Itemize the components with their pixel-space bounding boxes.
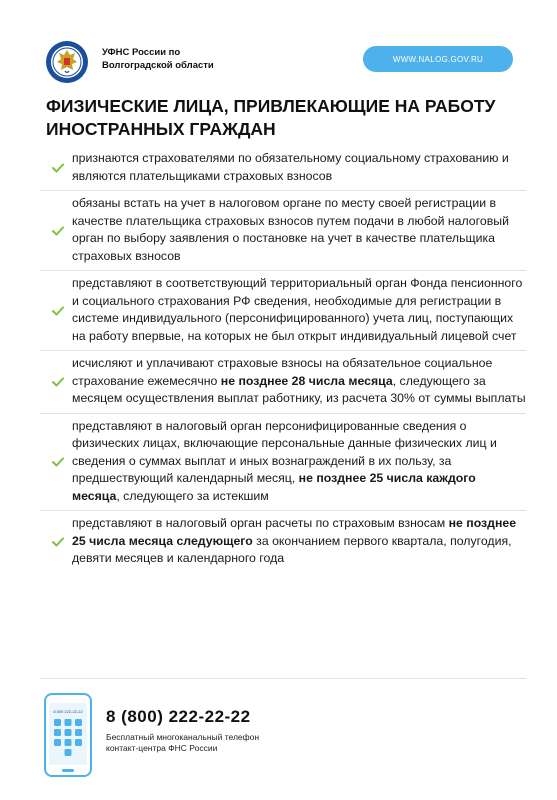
org-name-line1: УФНС России по (102, 47, 181, 58)
list-item-text-part: обязаны встать на учет в налоговом органе по месту своей регистрации в качестве плательщика страховых взносов путем подачи в любой налоговый орган по выбору заявления о постановке на учет в качестве плательщика страховых взносов (72, 196, 509, 263)
checkmark-icon (52, 306, 64, 316)
page-title-line2: ИНОСТРАННЫХ ГРАЖДАН (46, 119, 276, 139)
list-item-emphasis: не позднее 25 числа каждого месяца (72, 471, 476, 503)
list-item (40, 146, 526, 191)
list-item-text-part: представляют в соответствующий территориальный орган Фонда пенсионного и социального страхования РФ сведения, необходимые для регистрации в системе индивидуального (персонифицированного) учета лиц, поступающих на работу впервые, на которых не был открыт индивидуальный лицевой счет (72, 276, 523, 343)
list-item-text-part: исчисляют и уплачивают страховые взносы на обязательное социальное страхование ежемесячно (72, 356, 493, 388)
list-item-text-part: за окончанием первого квартала, полугодия, девяти месяцев и календарного года (72, 533, 512, 565)
list-item-emphasis: не позднее 28 числа месяца (220, 373, 393, 388)
list-item-text (72, 150, 526, 185)
list-item-text (72, 515, 526, 568)
divider (40, 678, 526, 679)
list-item-text-part: , следующего за месяцем осуществления выплат работнику, из расчета 30% от суммы выплаты (72, 373, 526, 405)
list-item-text-part: , следующего за истекшим (116, 488, 269, 503)
hotline-number: 8 (800) 222-22-22 (106, 707, 251, 726)
list-item (40, 271, 526, 351)
org-name-line2: Волгоградской области (102, 60, 214, 71)
checkmark-icon (52, 537, 64, 547)
list-item-text (72, 275, 526, 345)
phone-screen-number: 8 800 222-22-22 (53, 709, 83, 714)
header (0, 0, 557, 90)
list-item-text-part: представляют в налоговый орган расчеты по страховым взносам (72, 516, 449, 530)
checkmark-icon (52, 377, 64, 387)
hotline-description-line2: контакт-центра ФНС России (106, 743, 218, 753)
list-item-emphasis: не позднее 25 числа месяца следующего (72, 516, 517, 548)
page-title (46, 95, 526, 141)
website-button[interactable] (363, 46, 513, 72)
list-item (40, 351, 526, 414)
list-item (40, 191, 526, 271)
checkmark-icon (52, 163, 64, 173)
website-label: WWW.NALOG.GOV.RU (392, 54, 484, 64)
list-item-text (72, 418, 526, 506)
list-item (40, 511, 526, 573)
hotline-description (106, 732, 306, 754)
list-item-text-part: признаются страхователями по обязательному социальному страхованию и являются плательщиками страховых взносов (72, 151, 509, 183)
fns-emblem-icon (45, 40, 89, 84)
page-title-line1: ФИЗИЧЕСКИЕ ЛИЦА, ПРИВЛЕКАЮЩИЕ НА РАБОТУ (46, 96, 496, 116)
checkmark-icon (52, 226, 64, 236)
list-item-text-part: представляют в налоговый орган персонифицированные сведения о физических лицах, включающие персональные данные физических лиц и сведения о суммах выплат и иных вознаграждений в их пользу, за предшествующий календарный месяц, (72, 418, 497, 485)
hotline-description-line1: Бесплатный многоканальный телефон (106, 732, 260, 742)
list-item-text (72, 195, 526, 265)
checkmark-icon (52, 457, 64, 467)
list-item-text (72, 355, 526, 408)
list-item (40, 414, 526, 512)
phone-icon (44, 693, 92, 777)
obligations-list (40, 146, 526, 573)
org-name (102, 46, 214, 72)
